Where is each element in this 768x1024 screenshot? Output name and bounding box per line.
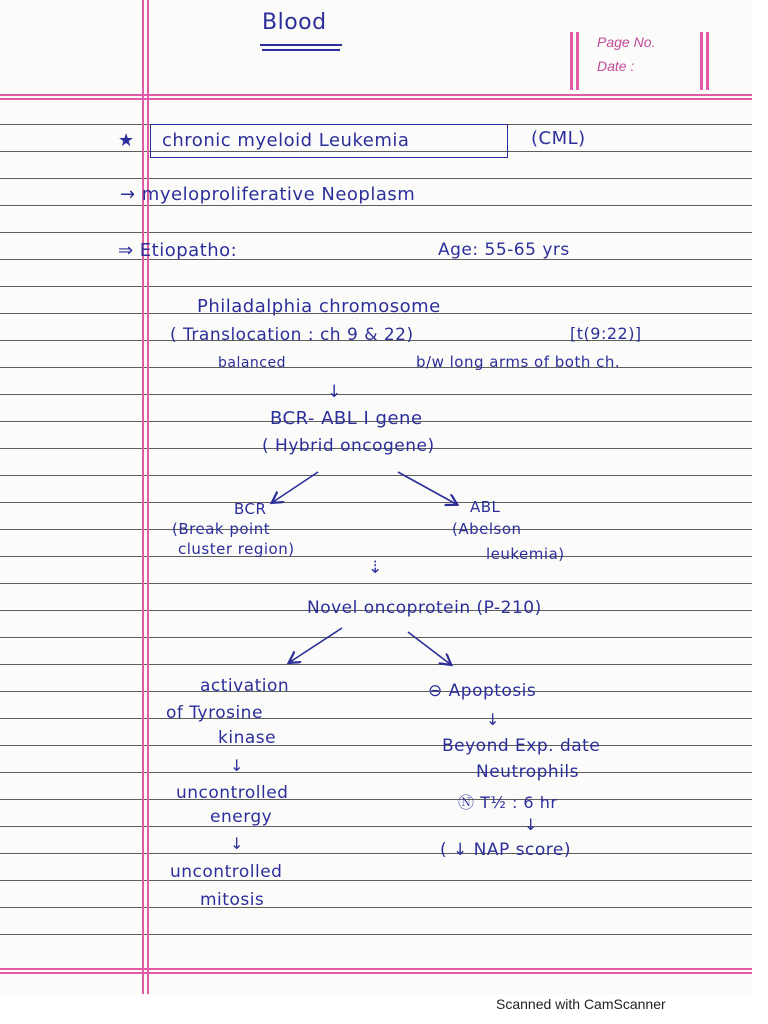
- cluster-region-label: cluster region): [178, 540, 295, 558]
- abelson-label: (Abelson: [452, 520, 522, 538]
- arrow-to-abl: [398, 472, 456, 504]
- neutrophils-label: Neutrophils: [476, 762, 580, 782]
- apoptosis-label: ⊖ Apoptosis: [428, 681, 537, 701]
- page-no-label: Page No.: [597, 34, 656, 50]
- t-notation: [t(9:22)]: [570, 324, 642, 343]
- activation-label: activation: [200, 676, 290, 696]
- arrow-down-icon: ↓: [486, 710, 500, 729]
- squiggle-arrow-icon: ⇣: [368, 558, 383, 578]
- star-bullet-icon: ★: [118, 130, 135, 151]
- bcr-label: BCR: [234, 500, 267, 518]
- arrow-to-bcr: [273, 472, 318, 502]
- page-title: Blood: [262, 10, 327, 35]
- translocation: ( Translocation : ch 9 & 22): [170, 325, 414, 345]
- arrow-down-icon: ↓: [230, 756, 244, 775]
- age-text: Age: 55-65 yrs: [438, 240, 570, 260]
- nap-score: ( ↓ NAP score): [440, 840, 571, 860]
- heading: chronic myeloid Leukemia: [162, 130, 410, 151]
- beyond-exp-date: Beyond Exp. date: [442, 736, 601, 756]
- abl-label: ABL: [470, 498, 501, 516]
- half-life-label: Ⓝ T½ : 6 hr: [458, 793, 558, 812]
- philadelphia-chromosome: Philadalphia chromosome: [197, 296, 441, 317]
- kinase-label: kinase: [218, 728, 277, 748]
- leukemia-label: leukemia): [486, 545, 565, 563]
- heading-abbr: (CML): [531, 128, 586, 149]
- uncontrolled-label: uncontrolled: [170, 862, 283, 882]
- etiopatho-label: ⇒ Etiopatho:: [118, 240, 238, 261]
- camscanner-watermark: Scanned with CamScanner: [496, 996, 666, 1012]
- of-tyrosine-label: of Tyrosine: [166, 703, 263, 723]
- mitosis-label: mitosis: [200, 890, 265, 910]
- balanced-label: balanced: [218, 355, 287, 371]
- date-label: Date :: [597, 58, 635, 74]
- arrow-down-icon: ↓: [524, 815, 538, 834]
- bcr-abl-gene: BCR- ABL I gene: [270, 408, 423, 429]
- arrow-down-icon: ↓: [230, 834, 244, 853]
- energy-label: energy: [210, 807, 273, 827]
- break-point-label: (Break point: [172, 520, 271, 538]
- novel-oncoprotein: Novel oncoprotein (P-210): [307, 598, 542, 618]
- uncontrolled-label: uncontrolled: [176, 783, 289, 803]
- arrow-to-activation: [290, 628, 342, 662]
- arrow-down-icon: ↓: [327, 382, 342, 402]
- myeloproliferative-line: → myeloproliferative Neoplasm: [120, 184, 416, 205]
- hybrid-oncogene: ( Hybrid oncogene): [262, 436, 435, 456]
- long-arms-note: b/w long arms of both ch.: [416, 353, 621, 371]
- arrow-to-apoptosis: [408, 632, 450, 664]
